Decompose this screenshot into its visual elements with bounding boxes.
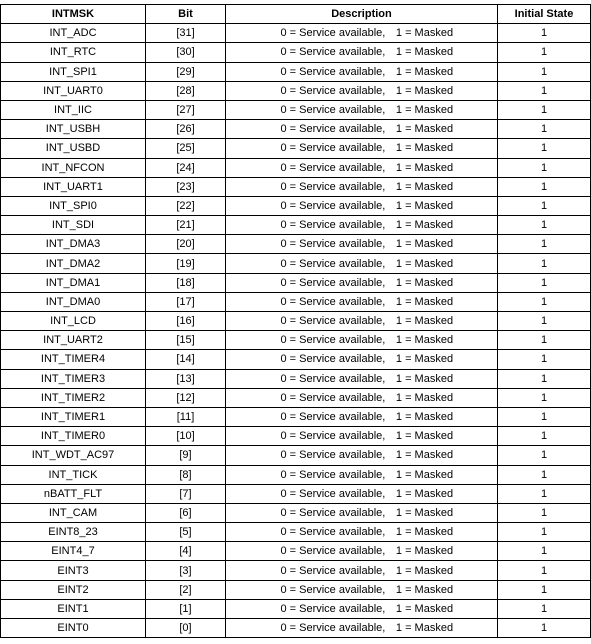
initial-state-value: 1 — [498, 388, 591, 407]
header-bit: Bit — [146, 5, 226, 24]
intmsk-register-table — [0, 4, 591, 638]
bit-position: [16] — [146, 312, 226, 331]
interrupt-name: INT_TIMER0 — [1, 427, 146, 446]
description-masked: 1 = Masked — [395, 315, 454, 328]
initial-state-value: 1 — [498, 254, 591, 273]
table-row — [1, 292, 591, 311]
bit-position: [6] — [146, 503, 226, 522]
description-cell — [226, 561, 498, 580]
description-available: 0 = Service available, — [280, 84, 386, 97]
bit-position: [10] — [146, 427, 226, 446]
description-cell — [226, 446, 498, 465]
description-cell — [226, 120, 498, 139]
description-cell — [226, 139, 498, 158]
bit-position: [9] — [146, 446, 226, 465]
initial-state-value: 1 — [498, 120, 591, 139]
bit-position: [15] — [146, 331, 226, 350]
table-row — [1, 407, 591, 426]
description-cell — [226, 177, 498, 196]
initial-state-value: 1 — [498, 561, 591, 580]
description-cell — [226, 254, 498, 273]
bit-position: [8] — [146, 465, 226, 484]
description-available: 0 = Service available, — [280, 123, 386, 136]
description-available: 0 = Service available, — [280, 315, 386, 328]
description-cell — [226, 388, 498, 407]
table-row — [1, 484, 591, 503]
bit-position: [1] — [146, 599, 226, 618]
table-row — [1, 350, 591, 369]
description-available: 0 = Service available, — [280, 238, 386, 251]
table-row — [1, 43, 591, 62]
table-row — [1, 523, 591, 542]
description-masked: 1 = Masked — [395, 449, 454, 462]
interrupt-name: EINT3 — [1, 561, 146, 580]
description-masked: 1 = Masked — [395, 545, 454, 558]
initial-state-value: 1 — [498, 369, 591, 388]
description-available: 0 = Service available, — [280, 46, 386, 59]
description-available: 0 = Service available, — [280, 411, 386, 424]
table-body — [1, 24, 591, 638]
table-row — [1, 196, 591, 215]
description-available: 0 = Service available, — [280, 180, 386, 193]
description-cell — [226, 369, 498, 388]
description-available: 0 = Service available, — [280, 353, 386, 366]
table-row — [1, 62, 591, 81]
bit-position: [30] — [146, 43, 226, 62]
table-header-row — [1, 5, 591, 24]
table-row — [1, 216, 591, 235]
interrupt-name: EINT4_7 — [1, 542, 146, 561]
description-masked: 1 = Masked — [395, 602, 454, 615]
description-cell — [226, 350, 498, 369]
initial-state-value: 1 — [498, 350, 591, 369]
description-cell — [226, 331, 498, 350]
initial-state-value: 1 — [498, 81, 591, 100]
description-cell — [226, 43, 498, 62]
interrupt-name: INT_TIMER2 — [1, 388, 146, 407]
interrupt-name: EINT0 — [1, 619, 146, 638]
header-intmsk: INTMSK — [1, 5, 146, 24]
description-available: 0 = Service available, — [280, 219, 386, 232]
description-available: 0 = Service available, — [280, 449, 386, 462]
description-available: 0 = Service available, — [280, 257, 386, 270]
initial-state-value: 1 — [498, 196, 591, 215]
description-available: 0 = Service available, — [280, 276, 386, 289]
initial-state-value: 1 — [498, 312, 591, 331]
description-cell — [226, 407, 498, 426]
description-cell — [226, 619, 498, 638]
interrupt-name: EINT2 — [1, 580, 146, 599]
bit-position: [4] — [146, 542, 226, 561]
description-cell — [226, 580, 498, 599]
table-row — [1, 503, 591, 522]
bit-position: [7] — [146, 484, 226, 503]
description-masked: 1 = Masked — [395, 257, 454, 270]
initial-state-value: 1 — [498, 235, 591, 254]
interrupt-name: INT_DMA1 — [1, 273, 146, 292]
description-cell — [226, 24, 498, 43]
description-cell — [226, 484, 498, 503]
description-masked: 1 = Masked — [395, 199, 454, 212]
interrupt-name: INT_UART0 — [1, 81, 146, 100]
initial-state-value: 1 — [498, 427, 591, 446]
initial-state-value: 1 — [498, 292, 591, 311]
bit-position: [28] — [146, 81, 226, 100]
bit-position: [14] — [146, 350, 226, 369]
table-row — [1, 158, 591, 177]
interrupt-name: INT_SPI0 — [1, 196, 146, 215]
bit-position: [11] — [146, 407, 226, 426]
interrupt-name: nBATT_FLT — [1, 484, 146, 503]
bit-position: [0] — [146, 619, 226, 638]
description-masked: 1 = Masked — [395, 65, 454, 78]
description-masked: 1 = Masked — [395, 161, 454, 174]
bit-position: [12] — [146, 388, 226, 407]
description-available: 0 = Service available, — [280, 142, 386, 155]
bit-position: [31] — [146, 24, 226, 43]
interrupt-name: INT_IIC — [1, 100, 146, 119]
description-masked: 1 = Masked — [395, 238, 454, 251]
table-row — [1, 369, 591, 388]
interrupt-name: INT_NFCON — [1, 158, 146, 177]
description-masked: 1 = Masked — [395, 391, 454, 404]
description-available: 0 = Service available, — [280, 65, 386, 78]
description-cell — [226, 158, 498, 177]
interrupt-name: INT_SPI1 — [1, 62, 146, 81]
initial-state-value: 1 — [498, 523, 591, 542]
description-cell — [226, 216, 498, 235]
description-masked: 1 = Masked — [395, 526, 454, 539]
description-cell — [226, 292, 498, 311]
initial-state-value: 1 — [498, 580, 591, 599]
description-cell — [226, 312, 498, 331]
initial-state-value: 1 — [498, 503, 591, 522]
description-available: 0 = Service available, — [280, 487, 386, 500]
description-masked: 1 = Masked — [395, 430, 454, 443]
bit-position: [2] — [146, 580, 226, 599]
description-cell — [226, 196, 498, 215]
initial-state-value: 1 — [498, 446, 591, 465]
bit-position: [19] — [146, 254, 226, 273]
interrupt-name: INT_TIMER1 — [1, 407, 146, 426]
interrupt-name: INT_SDI — [1, 216, 146, 235]
table-row — [1, 465, 591, 484]
initial-state-value: 1 — [498, 542, 591, 561]
description-available: 0 = Service available, — [280, 545, 386, 558]
description-masked: 1 = Masked — [395, 487, 454, 500]
interrupt-name: INT_UART2 — [1, 331, 146, 350]
bit-position: [21] — [146, 216, 226, 235]
initial-state-value: 1 — [498, 100, 591, 119]
bit-position: [5] — [146, 523, 226, 542]
description-available: 0 = Service available, — [280, 583, 386, 596]
bit-position: [25] — [146, 139, 226, 158]
initial-state-value: 1 — [498, 407, 591, 426]
interrupt-name: INT_ADC — [1, 24, 146, 43]
initial-state-value: 1 — [498, 158, 591, 177]
description-available: 0 = Service available, — [280, 430, 386, 443]
initial-state-value: 1 — [498, 273, 591, 292]
interrupt-name: EINT1 — [1, 599, 146, 618]
initial-state-value: 1 — [498, 331, 591, 350]
description-masked: 1 = Masked — [395, 180, 454, 193]
table-row — [1, 177, 591, 196]
description-available: 0 = Service available, — [280, 27, 386, 40]
initial-state-value: 1 — [498, 599, 591, 618]
description-available: 0 = Service available, — [280, 372, 386, 385]
table-row — [1, 619, 591, 638]
bit-position: [26] — [146, 120, 226, 139]
description-cell — [226, 235, 498, 254]
table-row — [1, 542, 591, 561]
description-masked: 1 = Masked — [395, 276, 454, 289]
description-available: 0 = Service available, — [280, 391, 386, 404]
description-masked: 1 = Masked — [395, 142, 454, 155]
bit-position: [23] — [146, 177, 226, 196]
description-cell — [226, 599, 498, 618]
description-masked: 1 = Masked — [395, 622, 454, 635]
initial-state-value: 1 — [498, 62, 591, 81]
initial-state-value: 1 — [498, 24, 591, 43]
table-row — [1, 312, 591, 331]
description-masked: 1 = Masked — [395, 411, 454, 424]
bit-position: [24] — [146, 158, 226, 177]
interrupt-name: INT_TIMER3 — [1, 369, 146, 388]
table-row — [1, 273, 591, 292]
interrupt-name: INT_LCD — [1, 312, 146, 331]
table-row — [1, 580, 591, 599]
bit-position: [3] — [146, 561, 226, 580]
interrupt-name: INT_RTC — [1, 43, 146, 62]
description-masked: 1 = Masked — [395, 583, 454, 596]
table-row — [1, 100, 591, 119]
bit-position: [20] — [146, 235, 226, 254]
header-description: Description — [226, 5, 498, 24]
interrupt-name: INT_WDT_AC97 — [1, 446, 146, 465]
bit-position: [17] — [146, 292, 226, 311]
description-available: 0 = Service available, — [280, 526, 386, 539]
description-cell — [226, 465, 498, 484]
description-masked: 1 = Masked — [395, 104, 454, 117]
initial-state-value: 1 — [498, 619, 591, 638]
table-row — [1, 81, 591, 100]
interrupt-name: INT_DMA3 — [1, 235, 146, 254]
interrupt-name: INT_DMA2 — [1, 254, 146, 273]
description-available: 0 = Service available, — [280, 199, 386, 212]
description-cell — [226, 523, 498, 542]
initial-state-value: 1 — [498, 216, 591, 235]
table-row — [1, 139, 591, 158]
table-row — [1, 427, 591, 446]
description-cell — [226, 503, 498, 522]
table-row — [1, 599, 591, 618]
description-available: 0 = Service available, — [280, 334, 386, 347]
description-masked: 1 = Masked — [395, 27, 454, 40]
table-row — [1, 24, 591, 43]
description-masked: 1 = Masked — [395, 468, 454, 481]
description-masked: 1 = Masked — [395, 564, 454, 577]
bit-position: [22] — [146, 196, 226, 215]
description-masked: 1 = Masked — [395, 84, 454, 97]
description-masked: 1 = Masked — [395, 295, 454, 308]
interrupt-name: INT_TICK — [1, 465, 146, 484]
description-cell — [226, 100, 498, 119]
description-cell — [226, 81, 498, 100]
description-masked: 1 = Masked — [395, 353, 454, 366]
interrupt-name: INT_DMA0 — [1, 292, 146, 311]
bit-position: [18] — [146, 273, 226, 292]
description-masked: 1 = Masked — [395, 46, 454, 59]
description-masked: 1 = Masked — [395, 506, 454, 519]
initial-state-value: 1 — [498, 139, 591, 158]
initial-state-value: 1 — [498, 177, 591, 196]
initial-state-value: 1 — [498, 43, 591, 62]
table-row — [1, 120, 591, 139]
bit-position: [29] — [146, 62, 226, 81]
description-available: 0 = Service available, — [280, 161, 386, 174]
description-available: 0 = Service available, — [280, 602, 386, 615]
interrupt-name: INT_USBD — [1, 139, 146, 158]
interrupt-name: INT_TIMER4 — [1, 350, 146, 369]
initial-state-value: 1 — [498, 465, 591, 484]
description-cell — [226, 427, 498, 446]
bit-position: [27] — [146, 100, 226, 119]
table-row — [1, 388, 591, 407]
description-available: 0 = Service available, — [280, 104, 386, 117]
table-row — [1, 331, 591, 350]
description-available: 0 = Service available, — [280, 468, 386, 481]
description-masked: 1 = Masked — [395, 219, 454, 232]
description-available: 0 = Service available, — [280, 622, 386, 635]
description-available: 0 = Service available, — [280, 564, 386, 577]
interrupt-name: INT_CAM — [1, 503, 146, 522]
table-row — [1, 561, 591, 580]
bit-position: [13] — [146, 369, 226, 388]
interrupt-name: INT_USBH — [1, 120, 146, 139]
description-available: 0 = Service available, — [280, 295, 386, 308]
table-row — [1, 254, 591, 273]
description-masked: 1 = Masked — [395, 334, 454, 347]
table-row — [1, 446, 591, 465]
initial-state-value: 1 — [498, 484, 591, 503]
interrupt-name: EINT8_23 — [1, 523, 146, 542]
header-initial-state: Initial State — [498, 5, 591, 24]
description-masked: 1 = Masked — [395, 123, 454, 136]
description-cell — [226, 542, 498, 561]
description-masked: 1 = Masked — [395, 372, 454, 385]
description-cell — [226, 273, 498, 292]
interrupt-name: INT_UART1 — [1, 177, 146, 196]
description-available: 0 = Service available, — [280, 506, 386, 519]
description-cell — [226, 62, 498, 81]
table-row — [1, 235, 591, 254]
